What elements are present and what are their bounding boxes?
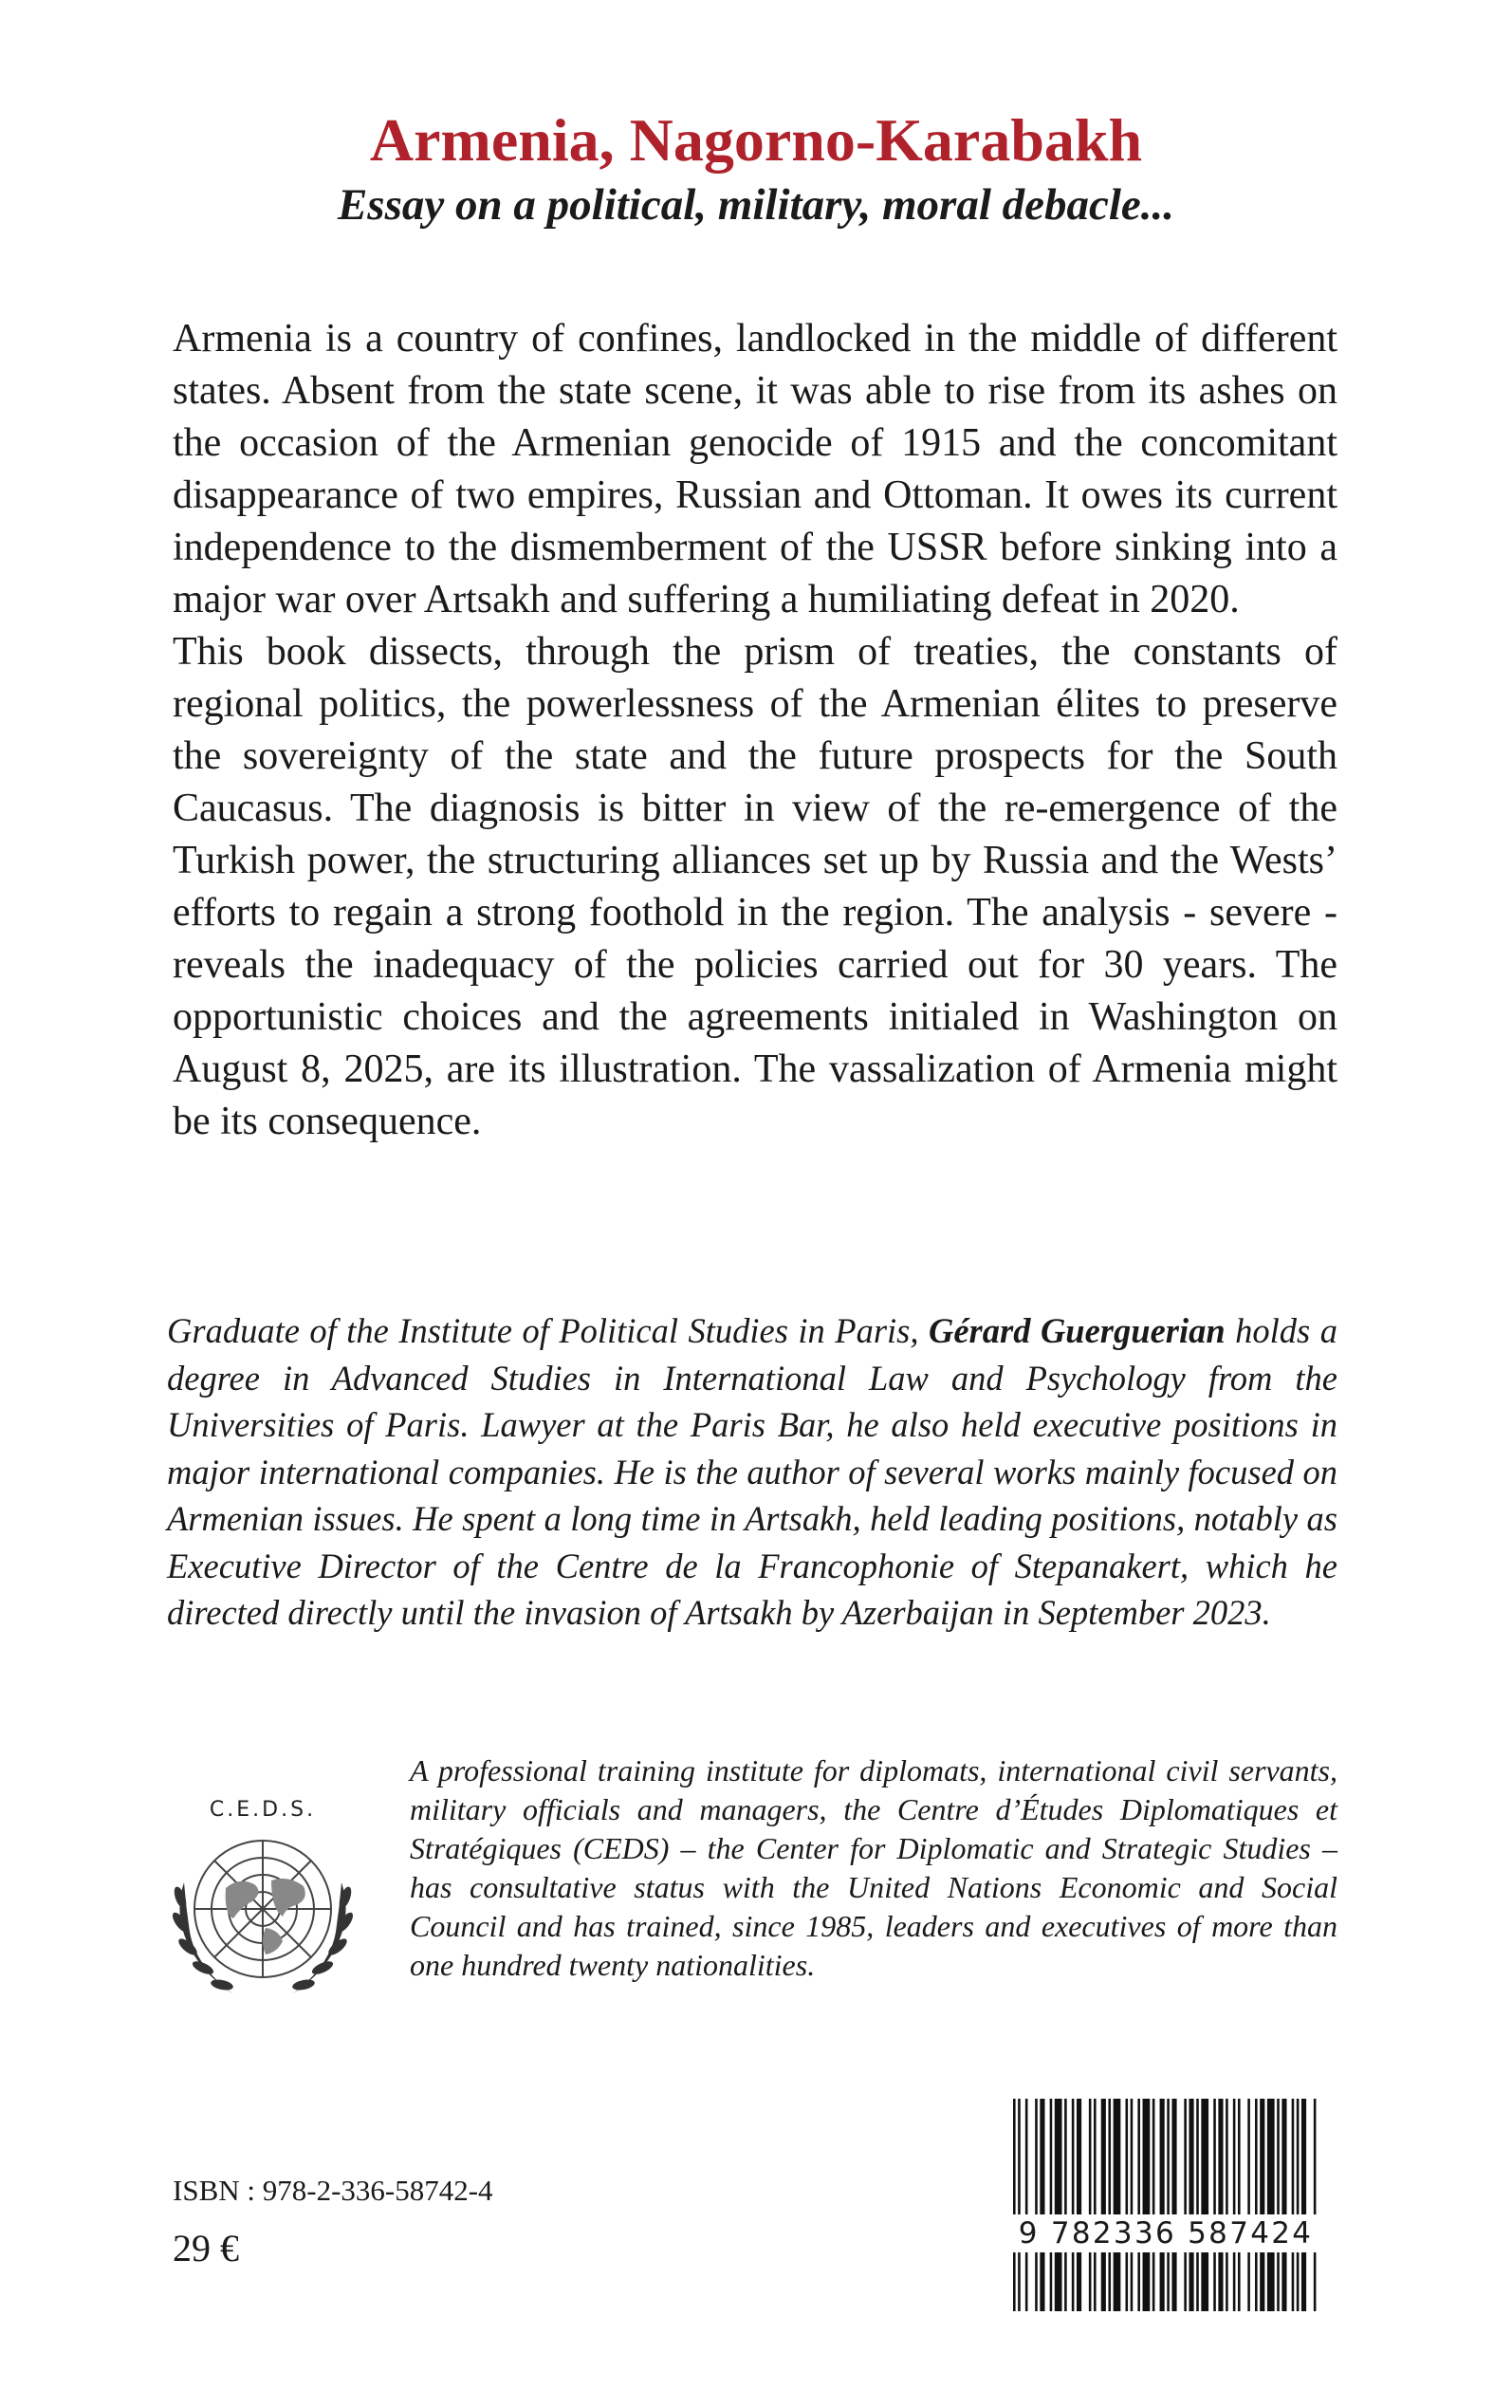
barcode-bar [1267, 2099, 1275, 2311]
barcode-bar [1247, 2099, 1250, 2311]
book-subtitle: Essay on a political, military, moral debacle... [337, 180, 1175, 230]
summary-paragraph: Armenia is a country of confines, landlocked in the middle of different states. Absent from the state scene, it was able to rise from its ashes on the occasion of the Armenian genocide of 1915 and the concomitant disappearance of two empires, Russian and Ottoman. It owes its current independence to the dismemberment of the USSR before sinking into a major war over Artsakh and suffering a humiliating defeat in 2020. [173, 317, 1337, 621]
barcode [1013, 2099, 1318, 2311]
barcode-bar [1064, 2099, 1067, 2311]
author-intro: Graduate of the Institute of Political Studies in Paris, [167, 1311, 929, 1350]
barcode-bar [1108, 2099, 1111, 2311]
barcode-bar [1035, 2099, 1038, 2311]
barcode-bar [1025, 2099, 1028, 2311]
barcode-bar [1196, 2099, 1199, 2311]
barcode-bar [1171, 2099, 1176, 2311]
barcode-bar [1013, 2099, 1016, 2311]
barcode-bar [1314, 2099, 1317, 2311]
barcode-bar [1040, 2099, 1044, 2311]
barcode-bar [1189, 2099, 1193, 2311]
barcode-bar [1152, 2099, 1155, 2311]
barcode-bar [1018, 2099, 1021, 2311]
book-summary [173, 313, 1337, 1148]
barcode-bar [1213, 2099, 1216, 2311]
barcode-bar [1101, 2099, 1106, 2311]
book-title: Armenia, Nagorno-Karabakh [369, 106, 1143, 174]
barcode-bar [1218, 2099, 1223, 2311]
author-details: holds a degree in Advanced Studies in International Law and Psychology from the Universities of Paris. Lawyer at the Paris Bar, he also held executive positions in major international companies. He is the author of several works mainly focused on Armenian issues. He spent a long time in Artsakh, held leading positions, notably as Executive Director of the Centre de la Francophonie of Stepanakert, which he directed directly until the invasion of Artsakh by Azerbaijan in September 2023. [167, 1311, 1337, 1632]
barcode-bar [1114, 2099, 1121, 2311]
barcode-bar [1126, 2099, 1129, 2311]
author-bio-paragraph [167, 1307, 1337, 1637]
barcode-bar [1297, 2099, 1300, 2311]
author-bio [167, 1307, 1337, 1637]
barcode-bar [1282, 2099, 1286, 2311]
barcode-bar [1184, 2099, 1187, 2311]
ceds-description-text: A professional training institute for diplomats, international civil servants, military officials and managers, the Centre d’Études Diplomatiques et Stratégiques (CEDS) – the Center for Diplomatic and Strategic Studies – has consultative status with the United Nations Economic and Social Council and has trained, since 1985, leaders and executives of more than one hundred twenty nationalities. [410, 1753, 1337, 1982]
ceds-description [410, 1751, 1337, 1985]
barcode-bar [1160, 2099, 1165, 2311]
barcode-digits: 9 782336 587424 [1013, 2214, 1318, 2252]
barcode-bar [1233, 2099, 1236, 2311]
barcode-bar [1089, 2099, 1092, 2311]
barcode-bar [1072, 2099, 1075, 2311]
isbn: ISBN : 978-2-336-58742-4 [173, 2174, 493, 2207]
barcode-bar [1055, 2099, 1062, 2311]
barcode-bar [1260, 2099, 1264, 2311]
barcode-bar [1131, 2099, 1134, 2311]
summary-paragraph: This book dissects, through the prism of treaties, the constants of regional politics, the powerlessness of the Armenian élites to preserve the sovereignty of the state and the future prospects for the South Caucasus. The diagnosis is bitter in view of the re-emergence of the Turkish power, the structuring alliances set up by Russia and the Wests’ efforts to regain a strong foothold in the region. The analysis - severe - reveals the inadequacy of the policies carried out for 30 years. The opportunistic choices and the agreements initialed in Washington on August 8, 2025, are its illustration. The vassalization of Armenia might be its consequence. [173, 630, 1337, 1143]
barcode-bar [1137, 2099, 1140, 2311]
barcode-bar [1167, 2099, 1170, 2311]
barcode-bar [1238, 2099, 1241, 2311]
barcode-bar [1255, 2099, 1258, 2311]
barcode-bar [1050, 2099, 1053, 2311]
barcode-bar [1201, 2099, 1208, 2311]
barcode-bar [1292, 2099, 1295, 2311]
barcode-bar [1077, 2099, 1081, 2311]
barcode-bar [1277, 2099, 1280, 2311]
ceds-logo [159, 1795, 366, 2013]
price: 29 € [173, 2227, 239, 2269]
barcode-bar [1094, 2099, 1097, 2311]
barcode-bar [1226, 2099, 1228, 2311]
barcode-bar [1301, 2099, 1306, 2311]
author-name: Gérard Guerguerian [929, 1311, 1226, 1350]
globe-icon [194, 1841, 331, 1977]
barcode-bar [1143, 2099, 1151, 2311]
ceds-logo-label: C.E.D.S. [209, 1798, 317, 1822]
